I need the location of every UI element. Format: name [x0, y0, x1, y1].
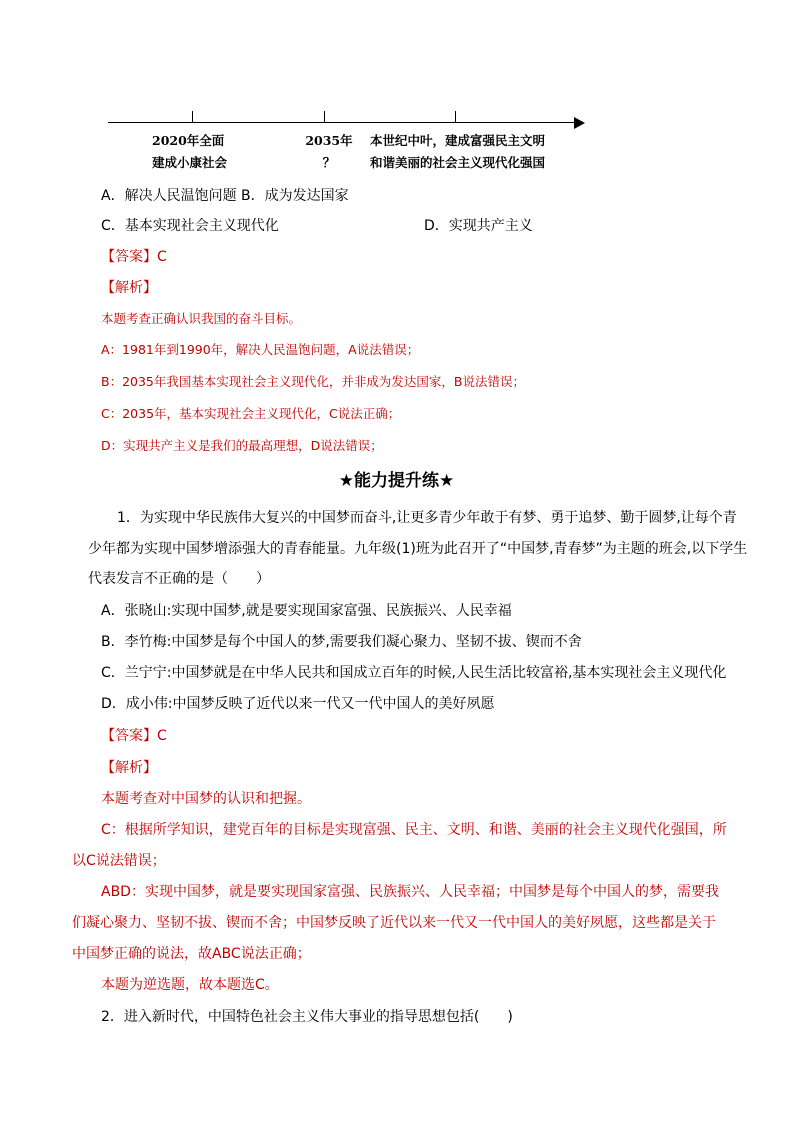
- timeline-label-line: 建成小康社会: [152, 155, 228, 170]
- q1-analysis-abd-line: ABD：实现中国梦，就是要实现国家富强、民族振兴、人民幸福；中国梦是每个中国人的梦，需要我: [101, 884, 719, 900]
- q1-analysis-intro: 本题考查对中国梦的认识和把握。: [101, 791, 311, 807]
- timeline-figure: [108, 108, 588, 178]
- q1-analysis-abd-line: 们凝心聚力、坚韧不拔、锲而不舍；中国梦反映了近代以来一代又一代中国人的美好夙愿，这些都是关于: [72, 915, 716, 931]
- option-ab: A．解决人民温饱问题 B．成为发达国家: [101, 188, 349, 204]
- q1-option-d: D．成小伟:中国梦反映了近代以来一代又一代中国人的美好夙愿: [101, 696, 495, 712]
- q1-stem-line: 1．为实现中华民族伟大复兴的中国梦而奋斗,让更多青少年敢于有梦、勇于追梦、勤于圆梦,让每个青: [117, 510, 737, 526]
- analysis-line: A：1981年到1990年，解决人民温饱问题，A说法错误；: [101, 342, 420, 357]
- timeline-axis: [108, 122, 576, 123]
- analysis-line: D：实现共产主义是我们的最高理想，D说法错误；: [101, 438, 383, 453]
- section-heading: ★能力提升练★: [338, 471, 455, 491]
- timeline-label-midcentury: [370, 130, 545, 174]
- q1-analysis-abd-line: 中国梦正确的说法，故ABC说法正确；: [72, 946, 311, 962]
- timeline-label-line: 2020年全面: [152, 133, 225, 148]
- q1-option-c: C．兰宁宁:中国梦就是在中华人民共和国成立百年的时候,人民生活比较富裕,基本实现社会主义现代化: [101, 665, 727, 681]
- timeline-label-line: ？: [322, 155, 336, 170]
- q1-analysis-c-line: C：根据所学知识，建党百年的目标是实现富强、民主、文明、和谐、美丽的社会主义现代化强国，所: [101, 822, 727, 838]
- q1-option-b: B．李竹梅:中国梦是每个中国人的梦,需要我们凝心聚力、坚韧不拔、锲而不舍: [101, 634, 582, 650]
- timeline-tick: [192, 111, 193, 122]
- q1-answer-label: 【答案】C: [101, 728, 167, 744]
- q1-stem-line: 代表发言不正确的是（ ）: [88, 571, 270, 587]
- timeline-tick: [324, 111, 325, 122]
- analysis-line: B：2035年我国基本实现社会主义现代化，并非成为发达国家，B说法错误；: [101, 374, 525, 389]
- q1-option-a: A．张晓山:实现中国梦,就是要实现国家富强、民族振兴、人民幸福: [101, 603, 512, 619]
- timeline-label-line: 和谐美丽的社会主义现代化强国: [370, 155, 546, 170]
- timeline-label-2020: [152, 130, 227, 174]
- analysis-line: 本题考查正确认识我国的奋斗目标。: [101, 311, 302, 326]
- analysis-line: C：2035年，基本实现社会主义现代化，C说法正确；: [101, 406, 401, 421]
- q2-stem: 2．进入新时代，中国特色社会主义伟大事业的指导思想包括( ): [101, 1009, 513, 1025]
- q1-analysis-title: 【解析】: [101, 760, 157, 776]
- q1-analysis-c-line: 以C说法错误；: [72, 853, 166, 869]
- analysis-title: 【解析】: [101, 280, 157, 296]
- arrow-right-icon: [574, 117, 585, 129]
- q1-stem-line: 少年都为实现中国梦增添强大的青春能量。九年级(1)班为此召开了“中国梦,青春梦”为主题的班会,以下学生: [88, 541, 748, 557]
- answer-label: 【答案】C: [101, 249, 167, 265]
- timeline-label-line: 2035年: [305, 133, 353, 148]
- timeline-label-2035: [303, 130, 355, 174]
- timeline-tick: [455, 111, 456, 122]
- option-d: D．实现共产主义: [424, 218, 533, 234]
- option-c: C．基本实现社会主义现代化: [101, 218, 279, 234]
- q1-conclusion: 本题为逆选题，故本题选C。: [101, 977, 279, 993]
- timeline-label-line: 本世纪中叶，建成富强民主文明: [370, 133, 546, 148]
